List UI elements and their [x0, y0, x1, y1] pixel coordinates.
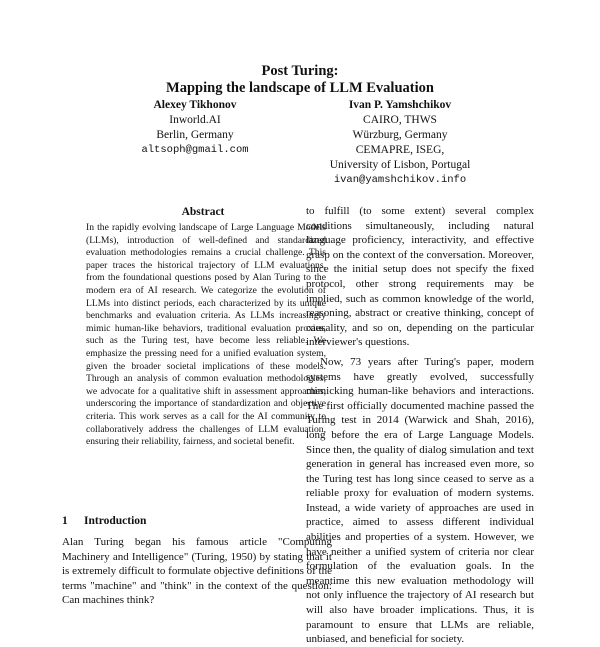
section-title: Introduction — [84, 515, 147, 527]
section-number: 1 — [62, 515, 68, 527]
author-affiliation: CEMAPRE, ISEG, — [355, 144, 445, 156]
author-affiliation: Inworld.AI — [169, 114, 221, 126]
author-name: Ivan P. Yamshchikov — [348, 99, 452, 111]
right-col-paragraph-2: Now, 73 years after Turing's paper, modern systems have greatly evolved, successfully mimicking human-like behaviors and interactions. The first officially documented machine passed the Turing test in 2014 (Warwick and Shah, 2016), long before the era of Large Language Models. Since then, the quality of dialog simulation and text generation in general has increased even more, so the Turing test has long since ceased to serve as a reliable proxy for evaluation of modern systems. Instead, a wide variety of approaches are used in practice, aimed to assess different individual abilities and properties of a system. However, we have neither a unified system of criteria nor clear formulation of the evaluation goals. In the meantime this new evaluation methodology will not only influence the trajectory of AI research but will also have broader implications. Thus, it is paramount to ensure that LLMs are reliable, unbiased, and beneficial for society. — [306, 355, 534, 646]
title-line-2: Mapping the landscape of LLM Evaluation — [166, 80, 434, 96]
author-email: ivan@yamshchikov.info — [333, 174, 467, 186]
author-affiliation: CAIRO, THWS — [363, 114, 437, 126]
intro-paragraph: Alan Turing began his famous article "Computing Machinery and Intelligence" (Turing, 1950) by stating that it is extremely difficult to formulate objective definitions of the terms "machine" and "think" in the context of the question: Can machines think? — [62, 536, 332, 607]
right-column — [306, 204, 534, 647]
author-affiliation: Berlin, Germany — [156, 129, 234, 141]
author-affiliation: Würzburg, Germany — [352, 129, 448, 141]
title-line-1: Post Turing: — [261, 63, 339, 79]
author-affiliation: University of Lisbon, Portugal — [329, 159, 471, 171]
author-email: altsoph@gmail.com — [141, 144, 249, 156]
author-block-yamshchikov — [310, 98, 490, 188]
paper-title — [0, 63, 600, 97]
section-heading — [62, 515, 332, 527]
abstract-body: In the rapidly evolving landscape of Large Language Models (LLMs), introduction of well-defined and standardized evaluation methodologies remains a crucial challenge. This paper traces the historical trajectory of LLM evaluations, from the foundational questions posed by Alan Turing to the modern era of AI research. We categorize the evolution of LLMs into distinct periods, each characterized by its unique benchmarks and evaluation criteria. As LLMs increasingly mimic human-like behaviors, traditional evaluation proxies, such as the Turing test, have become less reliable. We emphasize the pressing need for a unified evaluation system, given the broader societal implications of these models. Through an analysis of common evaluation methodologies, we advocate for a qualitative shift in assessment approaches, underscoring the importance of standardization and objective criteria. This work serves as a call for the AI community to collaboratively address the challenges of LLM evaluation, ensuring their reliability, fairness, and societal benefit. — [86, 222, 326, 448]
author-block-tikhonov — [120, 98, 270, 158]
author-name: Alexey Tikhonov — [153, 99, 237, 111]
right-col-paragraph-1: to fulfill (to some extent) several complex conditions simultaneously, including natural language proficiency, interactivity, and effective grasp on the context of the conversation. Moreover, since the initial setup does not specify the fixed protocol, other strong requirements may be implied, such as common knowledge of the world, reasoning, abstract or creative thinking, concept of causality, and so on, depending on the particular interviewer's questions. — [306, 205, 534, 349]
abstract-heading: Abstract — [181, 206, 225, 218]
